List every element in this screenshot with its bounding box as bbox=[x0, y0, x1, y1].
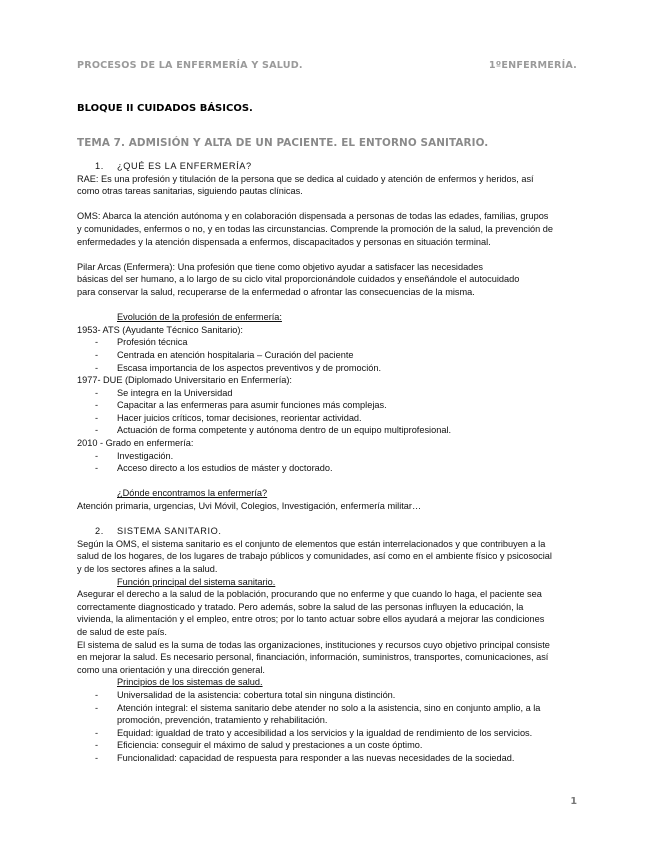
paragraph-line: enfermedades y la atención dispensada a enfermos, discapacitados y personas en situación terminal. bbox=[77, 236, 491, 247]
block-title: BLOQUE II CUIDADOS BÁSICOS. bbox=[77, 103, 253, 114]
paragraph-line: El sistema de salud es la suma de todas las organizaciones, instituciones y recursos cuyo objetivo principal consiste bbox=[77, 639, 550, 650]
section-number: 1. bbox=[95, 161, 104, 171]
list-item: - Atención integral: el sistema sanitario debe atender no solo a la asistencia, sino en conjunto amplio, a la bbox=[95, 702, 541, 713]
list-item: - Escasa importancia de los aspectos preventivos y de promoción. bbox=[95, 362, 382, 373]
section-number: 2. bbox=[95, 526, 104, 537]
paragraph-line: Según la OMS, el sistema sanitario es el conjunto de elementos que están interrelacionados y que contribuyen a la bbox=[77, 538, 546, 549]
list-item: - Acceso directo a los estudios de máster y doctorado. bbox=[95, 463, 333, 474]
paragraph-line: vivienda, la alimentación y el empleo, entre otros; por lo tanto actuar sobre ellos ayudará a mejorar las condiciones bbox=[77, 614, 545, 625]
list-item: - Actuación de forma competente y autónoma dentro de un equipo multiprofesional. bbox=[95, 425, 452, 436]
paragraph-line: de salud de este país. bbox=[77, 626, 167, 637]
paragraph-line: y de los sectores afines a la salud. bbox=[77, 564, 218, 574]
section-title: ¿QUÉ ES LA ENFERMERÍA? bbox=[117, 161, 252, 171]
paragraph-line: para conservar la salud, recuperarse de la enfermedad o afrontar las consecuencias de la misma. bbox=[77, 286, 475, 297]
list-item: - Capacitar a las enfermeras para asumir funciones más complejas. bbox=[95, 400, 387, 411]
list-item-continuation: promoción, prevención, tratamiento y rehabilitación. bbox=[117, 715, 328, 726]
list-item: - Eficiencia: conseguir el máximo de salud y prestaciones a un coste óptimo. bbox=[95, 740, 423, 751]
section-title: SISTEMA SANITARIO. bbox=[117, 526, 222, 537]
paragraph-line: correctamente diagnosticado y tratado. Pero además, sobre la salud de las personas influyen la educación, la bbox=[77, 601, 524, 612]
list-item: - Investigación. bbox=[95, 450, 174, 461]
paragraph-line: Atención primaria, urgencias, Uvi Móvil, Colegios, Investigación, enfermería militar… bbox=[77, 501, 422, 512]
subheading: Principios de los sistemas de salud. bbox=[117, 677, 263, 688]
header-course-title: PROCESOS DE LA ENFERMERÍA Y SALUD. bbox=[77, 60, 303, 71]
paragraph-line: OMS: Abarca la atención autónoma y en colaboración dispensada a personas de todas las edades, familias, grupos bbox=[77, 211, 549, 222]
list-item: - Universalidad de la asistencia: cobertura total sin ninguna distinción. bbox=[95, 689, 396, 700]
paragraph-line: como otras tareas sanitarias, siguiendo pautas clínicas. bbox=[77, 186, 303, 197]
header-course-year: 1ºENFERMERÍA. bbox=[488, 60, 577, 71]
paragraph-line: salud de los hogares, de los lugares de trabajo públicos y comunidades, así como en el ambiente físico y psicosocial bbox=[77, 551, 552, 562]
paragraph-line: en mejorar la salud. Es necesario personal, financiación, información, suministros, transportes, comunicaciones, así bbox=[77, 652, 549, 663]
list-item: - Hacer juicios críticos, tomar decisiones, reorientar actividad. bbox=[95, 412, 362, 423]
section-heading-2 bbox=[95, 525, 582, 538]
paragraph-line: RAE: Es una profesión y titulación de la persona que se dedica al cuidado y atención de enfermos y heridos, así bbox=[77, 173, 534, 184]
tema-title: TEMA 7. ADMISIÓN Y ALTA DE UN PACIENTE. EL ENTORNO SANITARIO. bbox=[77, 137, 489, 149]
list-item: - Equidad: igualdad de trato y accesibilidad a los servicios y la igualdad de rendimiento de los servicios. bbox=[95, 727, 533, 738]
timeline-heading: 1977- DUE (Diplomado Universitario en Enfermería): bbox=[77, 375, 292, 386]
timeline-heading: 1953- ATS (Ayudante Técnico Sanitario): bbox=[77, 324, 243, 335]
subheading: Función principal del sistema sanitario. bbox=[117, 576, 276, 587]
list-item: - Profesión técnica bbox=[95, 337, 188, 348]
paragraph-line: y comunidades, enfermos o no, y en todas las circunstancias. Comprende la promoción de la salud, la prevención de bbox=[77, 223, 553, 234]
paragraph-line: como una orientación y una dirección general. bbox=[77, 664, 265, 675]
paragraph-line: básicas del ser humano, a lo largo de su ciclo vital proporcionándole cuidados y enseñándole el autocuidado bbox=[77, 274, 520, 285]
paragraph-line: Pilar Arcas (Enfermera): Una profesión que tiene como objetivo ayudar a satisfacer las necesidades bbox=[77, 261, 483, 272]
document-body bbox=[77, 160, 582, 765]
list-item: - Funcionalidad: capacidad de respuesta para responder a las nuevas necesidades de la sociedad. bbox=[95, 752, 515, 763]
timeline-heading: 2010 - Grado en enfermería: bbox=[77, 438, 194, 449]
section-heading-1 bbox=[95, 160, 582, 173]
list-item: - Centrada en atención hospitalaria – Curación del paciente bbox=[95, 349, 354, 360]
list-item: - Se integra en la Universidad bbox=[95, 387, 233, 398]
subheading: ¿Dónde encontramos la enfermería? bbox=[117, 488, 268, 499]
subheading: Evolución de la profesión de enfermería: bbox=[117, 312, 282, 323]
paragraph-line: Asegurar el derecho a la salud de la población, procurando que no enferme y que cuando lo haga, el paciente sea bbox=[77, 589, 542, 600]
page-number: 1 bbox=[570, 796, 577, 807]
